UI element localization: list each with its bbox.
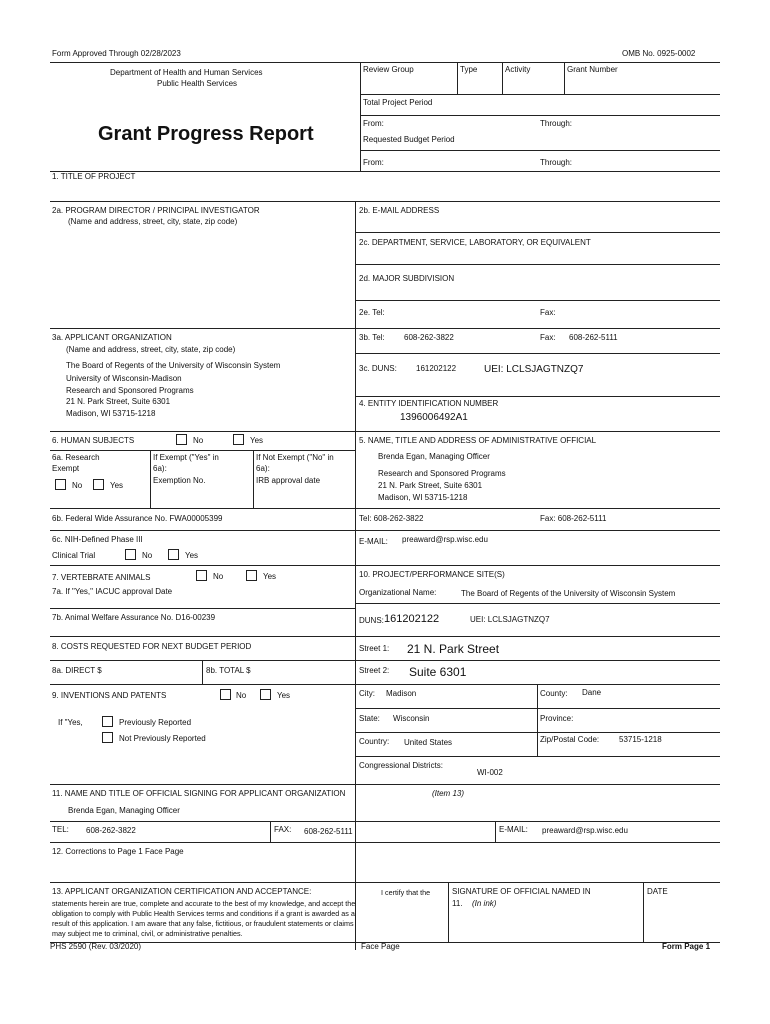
inventions-yes-checkbox[interactable]: [260, 689, 271, 700]
state-value: Wisconsin: [393, 714, 430, 723]
not-previously-reported-label: Not Previously Reported: [119, 734, 206, 743]
signing-fax-label: FAX:: [274, 825, 292, 834]
department-field[interactable]: 2c. DEPARTMENT, SERVICE, LABORATORY, OR EQUIVALENT: [359, 238, 591, 247]
signing-email-label: E-MAIL:: [499, 825, 528, 834]
clinical-trial-yes-label: Yes: [185, 551, 199, 560]
congressional-districts-label: Congressional Districts:: [359, 761, 444, 770]
if-yes-label: If "Yes,: [58, 718, 83, 727]
certification-text: obligation to comply with Public Health Services terms and conditions if a grant is awarded as a: [52, 909, 355, 918]
admin-official-name: Brenda Egan, Managing Officer: [378, 452, 490, 461]
major-subdivision-field[interactable]: 2d. MAJOR SUBDIVISION: [359, 274, 455, 283]
signing-tel-label: TEL:: [52, 825, 69, 834]
corrections-field[interactable]: 12. Corrections to Page 1 Face Page: [52, 847, 184, 856]
budget-through-field[interactable]: Through:: [540, 158, 573, 167]
pi-fax-field[interactable]: Fax:: [540, 308, 556, 317]
email-address-field[interactable]: 2b. E-MAIL ADDRESS: [359, 206, 440, 215]
human-subjects-no-checkbox[interactable]: [176, 434, 187, 445]
federal-wide-assurance: 6b. Federal Wide Assurance No. FWA00005399: [52, 514, 223, 523]
vertebrate-animals-no-label: No: [213, 572, 224, 581]
entity-id-label: 4. ENTITY IDENTIFICATION NUMBER: [359, 399, 499, 408]
research-exempt-yes-label: Yes: [110, 481, 124, 490]
previously-reported-label: Previously Reported: [119, 718, 192, 727]
applicant-uei-value: UEI: LCLSJAGTNZQ7: [484, 364, 584, 375]
review-group-field[interactable]: Review Group: [363, 65, 414, 74]
state-label: State:: [359, 714, 380, 723]
street1-label: Street 1:: [359, 644, 390, 653]
activity-field[interactable]: Activity: [505, 65, 531, 74]
inventions-no-checkbox[interactable]: [220, 689, 231, 700]
project-through-field[interactable]: Through:: [540, 119, 573, 128]
research-exempt-no-label: No: [72, 481, 83, 490]
department-subname: Public Health Services: [157, 79, 238, 88]
applicant-org-line: 21 N. Park Street, Suite 6301: [66, 397, 171, 406]
admin-official-address-line: 21 N. Park Street, Suite 6301: [378, 481, 483, 490]
province-field[interactable]: Province:: [540, 714, 574, 723]
total-project-period-label: Total Project Period: [363, 98, 433, 107]
type-field[interactable]: Type: [460, 65, 478, 74]
clinical-trial-no-label: No: [142, 551, 153, 560]
inventions-no-label: No: [236, 691, 247, 700]
human-subjects-no-label: No: [193, 436, 204, 445]
costs-requested-label: 8. COSTS REQUESTED FOR NEXT BUDGET PERIOD: [52, 642, 252, 651]
applicant-duns-value: 161202122: [416, 364, 457, 373]
street2-value: Suite 6301: [409, 665, 467, 679]
face-page-label: Face Page: [361, 942, 400, 951]
form-revision: PHS 2590 (Rev. 03/2020): [50, 942, 142, 951]
applicant-tel-value: 608-262-3822: [404, 333, 454, 342]
vertebrate-animals-yes-label: Yes: [263, 572, 277, 581]
project-from-field[interactable]: From:: [363, 119, 384, 128]
signing-fax-value: 608-262-5111: [304, 827, 353, 836]
zip-label: Zip/Postal Code:: [540, 735, 600, 744]
human-subjects-yes-checkbox[interactable]: [233, 434, 244, 445]
research-exempt-no-checkbox[interactable]: [55, 479, 66, 490]
irb-approval-date-field[interactable]: IRB approval date: [256, 476, 321, 485]
signing-official-item: (Item 13): [432, 789, 465, 798]
total-cost-field[interactable]: 8b. TOTAL $: [206, 666, 251, 675]
pi-sublabel: (Name and address, street, city, state, zip code): [68, 217, 238, 226]
grant-number-field[interactable]: Grant Number: [567, 65, 618, 74]
county-value: Dane: [582, 688, 602, 697]
signing-tel-value: 608-262-3822: [86, 826, 136, 835]
pi-tel-field[interactable]: 2e. Tel:: [359, 308, 385, 317]
budget-from-field[interactable]: From:: [363, 158, 384, 167]
certification-text: result of this application. I am aware that any false, fictitious, or fraudulent statements or claims: [52, 919, 354, 928]
clinical-trial-label: Clinical Trial: [52, 551, 96, 560]
admin-official-tel: Tel: 608-262-3822: [359, 514, 424, 523]
applicant-org-line: Madison, WI 53715-1218: [66, 409, 156, 418]
applicant-fax-label: Fax:: [540, 333, 556, 342]
city-value: Madison: [386, 689, 417, 698]
not-previously-reported-checkbox[interactable]: [102, 732, 113, 743]
certification-text: may subject me to criminal, civil, or administrative penalties.: [52, 929, 243, 938]
vertebrate-animals-no-checkbox[interactable]: [196, 570, 207, 581]
country-label: Country:: [359, 737, 390, 746]
page-title: Grant Progress Report: [98, 123, 314, 145]
inventions-patents-label: 9. INVENTIONS AND PATENTS: [52, 691, 167, 700]
applicant-org-line: University of Wisconsin-Madison: [66, 374, 182, 383]
applicant-org-sublabel: (Name and address, street, city, state, zip code): [66, 345, 236, 354]
org-name-label: Organizational Name:: [359, 588, 437, 597]
zip-value: 53715-1218: [619, 735, 662, 744]
human-subjects-label: 6. HUMAN SUBJECTS: [52, 436, 135, 445]
research-exempt-label: 6a. Research: [52, 453, 100, 462]
if-exempt-label-2: 6a):: [153, 464, 167, 473]
certification-text: I certify that the: [381, 888, 431, 897]
signature-item-number: 11.: [452, 899, 463, 908]
signing-email-value: preaward@rsp.wisc.edu: [542, 826, 628, 835]
admin-official-address-line: Research and Sponsored Programs: [378, 469, 506, 478]
applicant-org-label: 3a. APPLICANT ORGANIZATION: [52, 333, 172, 342]
vertebrate-animals-yes-checkbox[interactable]: [246, 570, 257, 581]
county-label: County:: [540, 689, 568, 698]
applicant-duns-label: 3c. DUNS:: [359, 364, 397, 373]
project-title-field[interactable]: 1. TITLE OF PROJECT: [52, 172, 136, 181]
street1-value: 21 N. Park Street: [407, 642, 500, 656]
department-name: Department of Health and Human Services: [110, 68, 263, 77]
signing-official-label: 11. NAME AND TITLE OF OFFICIAL SIGNING FOR APPLICANT ORGANIZATION: [52, 789, 346, 798]
direct-cost-field[interactable]: 8a. DIRECT $: [52, 666, 102, 675]
site-uei-value: UEI: LCLSJAGTNZQ7: [470, 615, 550, 624]
vertebrate-animals-label: 7. VERTEBRATE ANIMALS: [52, 573, 151, 582]
if-exempt-label: If Exempt ("Yes" in: [153, 453, 219, 462]
clinical-trial-yes-checkbox[interactable]: [168, 549, 179, 560]
if-not-exempt-label: If Not Exempt ("No" in: [256, 453, 334, 462]
applicant-tel-label: 3b. Tel:: [359, 333, 385, 342]
admin-official-address-line: Madison, WI 53715-1218: [378, 493, 468, 502]
previously-reported-checkbox[interactable]: [102, 716, 113, 727]
street2-label: Street 2:: [359, 666, 390, 675]
research-exempt-label-2: Exempt: [52, 464, 80, 473]
iacuc-approval-date-field[interactable]: 7a. If "Yes," IACUC approval Date: [52, 587, 173, 596]
date-field[interactable]: DATE: [647, 887, 668, 896]
research-exempt-yes-checkbox[interactable]: [93, 479, 104, 490]
certification-text: statements herein are true, complete and accurate to the best of my knowledge, and accept the: [52, 899, 356, 908]
admin-official-fax: Fax: 608-262-5111: [540, 514, 607, 523]
org-name-value: The Board of Regents of the University of Wisconsin System: [461, 589, 676, 598]
admin-official-label: 5. NAME, TITLE AND ADDRESS OF ADMINISTRATIVE OFFICIAL: [359, 436, 597, 445]
country-value: United States: [404, 738, 453, 747]
certification-label: 13. APPLICANT ORGANIZATION CERTIFICATION AND ACCEPTANCE:: [52, 887, 312, 896]
form-approved-date: Form Approved Through 02/28/2023: [52, 49, 181, 58]
site-duns-label: DUNS:: [359, 616, 384, 625]
requested-budget-period-label: Requested Budget Period: [363, 135, 455, 144]
site-duns-value: 161202122: [384, 613, 440, 625]
omb-number: OMB No. 0925-0002: [622, 49, 696, 58]
human-subjects-yes-label: Yes: [250, 436, 264, 445]
applicant-fax-value: 608-262-5111: [569, 333, 618, 342]
signing-official-name: Brenda Egan, Managing Officer: [68, 806, 180, 815]
city-label: City:: [359, 689, 375, 698]
entity-id-value: 1396006492A1: [400, 412, 468, 423]
clinical-trial-no-checkbox[interactable]: [125, 549, 136, 560]
admin-official-email-label: E-MAIL:: [359, 537, 388, 546]
phase-iii-label: 6c. NIH-Defined Phase III: [52, 535, 143, 544]
if-not-exempt-label-2: 6a):: [256, 464, 270, 473]
performance-site-label: 10. PROJECT/PERFORMANCE SITE(S): [359, 570, 505, 579]
applicant-org-line: The Board of Regents of the University of Wisconsin System: [66, 361, 281, 370]
form-page-number: Form Page 1: [662, 942, 711, 951]
exemption-number-field[interactable]: Exemption No.: [153, 476, 206, 485]
admin-official-email-value: preaward@rsp.wisc.edu: [402, 535, 488, 544]
applicant-org-line: Research and Sponsored Programs: [66, 386, 194, 395]
inventions-yes-label: Yes: [277, 691, 291, 700]
signature-in-ink: (In ink): [472, 899, 497, 908]
animal-welfare-assurance: 7b. Animal Welfare Assurance No. D16-00239: [52, 613, 216, 622]
congressional-districts-value: WI-002: [477, 768, 503, 777]
pi-label: 2a. PROGRAM DIRECTOR / PRINCIPAL INVESTIGATOR: [52, 206, 260, 215]
signature-field[interactable]: SIGNATURE OF OFFICIAL NAMED IN: [452, 887, 591, 896]
